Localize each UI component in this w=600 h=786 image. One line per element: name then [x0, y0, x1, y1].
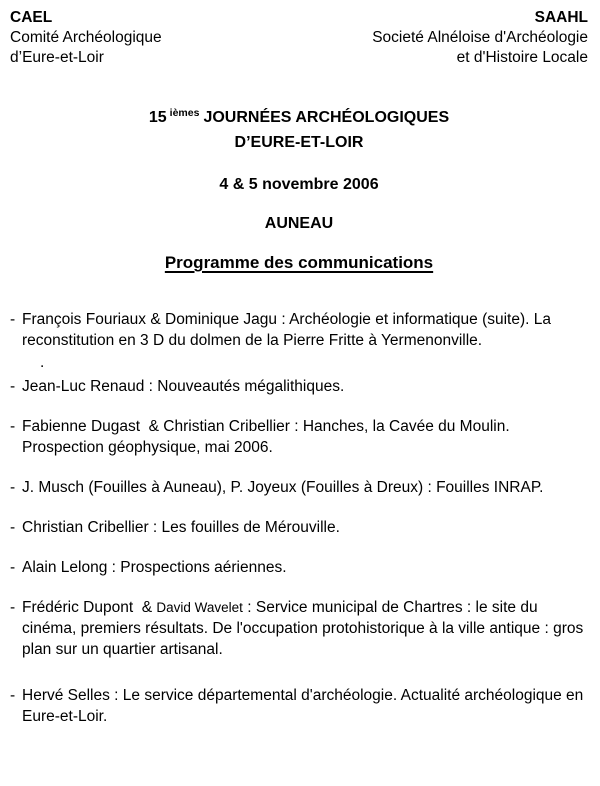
item-3-text: Fabienne Dugast & Christian Cribellier : Hanches, la Cavée du Moulin. Prospection géophysique, mai 2006.: [22, 418, 514, 456]
item-5-text: Christian Cribellier : Les fouilles de Mérouville.: [22, 519, 340, 536]
list-bullet: -: [10, 559, 16, 576]
list-item-5-text: [22, 517, 340, 538]
organization-left: [10, 8, 162, 68]
item-7-text-part3: : Service municipal de Chartres : le site du cinéma, premiers résultats. De l'occupation protohistorique à la ville antique : gros plan sur un quartier artisanal.: [22, 599, 588, 658]
list-item-5: [10, 517, 588, 538]
event-title-line1: [10, 106, 588, 131]
list-item-6: [10, 557, 588, 578]
org-right-name-line1: Societé Alnéloise d'Archéologie: [372, 29, 588, 46]
list-item-1-text: [22, 309, 588, 351]
list-item-4-text: [22, 477, 543, 498]
org-left-name-line1: Comité Archéologique: [10, 29, 162, 46]
list-bullet: -: [10, 378, 16, 395]
org-left-acronym: CAEL: [10, 9, 53, 26]
list-item-7-text: [22, 597, 588, 660]
edition-number: 15: [148, 109, 167, 126]
item-4-text: J. Musch (Fouilles à Auneau), P. Joyeux (Fouilles à Dreux) : Fouilles INRAP.: [22, 479, 544, 496]
item-1-text: François Fouriaux & Dominique Jagu : Archéologie et informatique (suite). La reconstitution en 3 D du dolmen de la Pierre Fritte à Yermenonville.: [22, 311, 556, 349]
event-title-line2: D’EURE-ET-LOIR: [234, 134, 364, 151]
organization-right: [372, 8, 588, 68]
item-7-text-part1: Frédéric Dupont &: [22, 599, 157, 616]
list-bullet: -: [10, 418, 16, 435]
edition-suffix: ièmes: [169, 107, 200, 119]
list-item-6-text: [22, 557, 287, 578]
list-item-3: [10, 416, 588, 458]
list-item-8: [10, 685, 588, 727]
header: [10, 8, 588, 68]
stray-period: .: [40, 354, 45, 371]
item-6-text: Alain Lelong : Prospections aériennes.: [22, 559, 287, 576]
list-item-2: [10, 376, 588, 397]
item-8-text: Hervé Selles : Le service départemental d'archéologie. Actualité archéologique en Eure-et-Loir.: [22, 687, 588, 725]
org-left-name-line2: d’Eure-et-Loir: [10, 49, 104, 66]
list-item-7: [10, 597, 588, 660]
list-bullet: -: [10, 687, 16, 704]
item-7-text-small-name: David Wavelet: [156, 600, 243, 615]
list-bullet: -: [10, 519, 16, 536]
communications-list: [10, 309, 588, 727]
list-item-4: [10, 477, 588, 498]
list-bullet: -: [10, 311, 16, 328]
org-right-name-line2: et d'Histoire Locale: [456, 49, 588, 66]
org-right-acronym: SAAHL: [534, 9, 588, 26]
title-block: [10, 106, 588, 274]
event-title: [10, 106, 588, 154]
item-2-text: Jean-Luc Renaud : Nouveautés mégalithiques.: [22, 378, 345, 395]
list-bullet: -: [10, 599, 16, 616]
list-item-8-text: [22, 685, 588, 727]
list-item-2-text: [22, 376, 344, 397]
event-location: AUNEAU: [264, 215, 334, 232]
list-bullet: -: [10, 479, 16, 496]
list-item-1: [10, 309, 588, 351]
list-item-3-text: [22, 416, 588, 458]
event-title-line1-text: JOURNÉES ARCHÉOLOGIQUES: [203, 109, 450, 126]
event-date: 4 & 5 novembre 2006: [219, 176, 379, 193]
program-heading: Programme des communications: [164, 253, 434, 272]
